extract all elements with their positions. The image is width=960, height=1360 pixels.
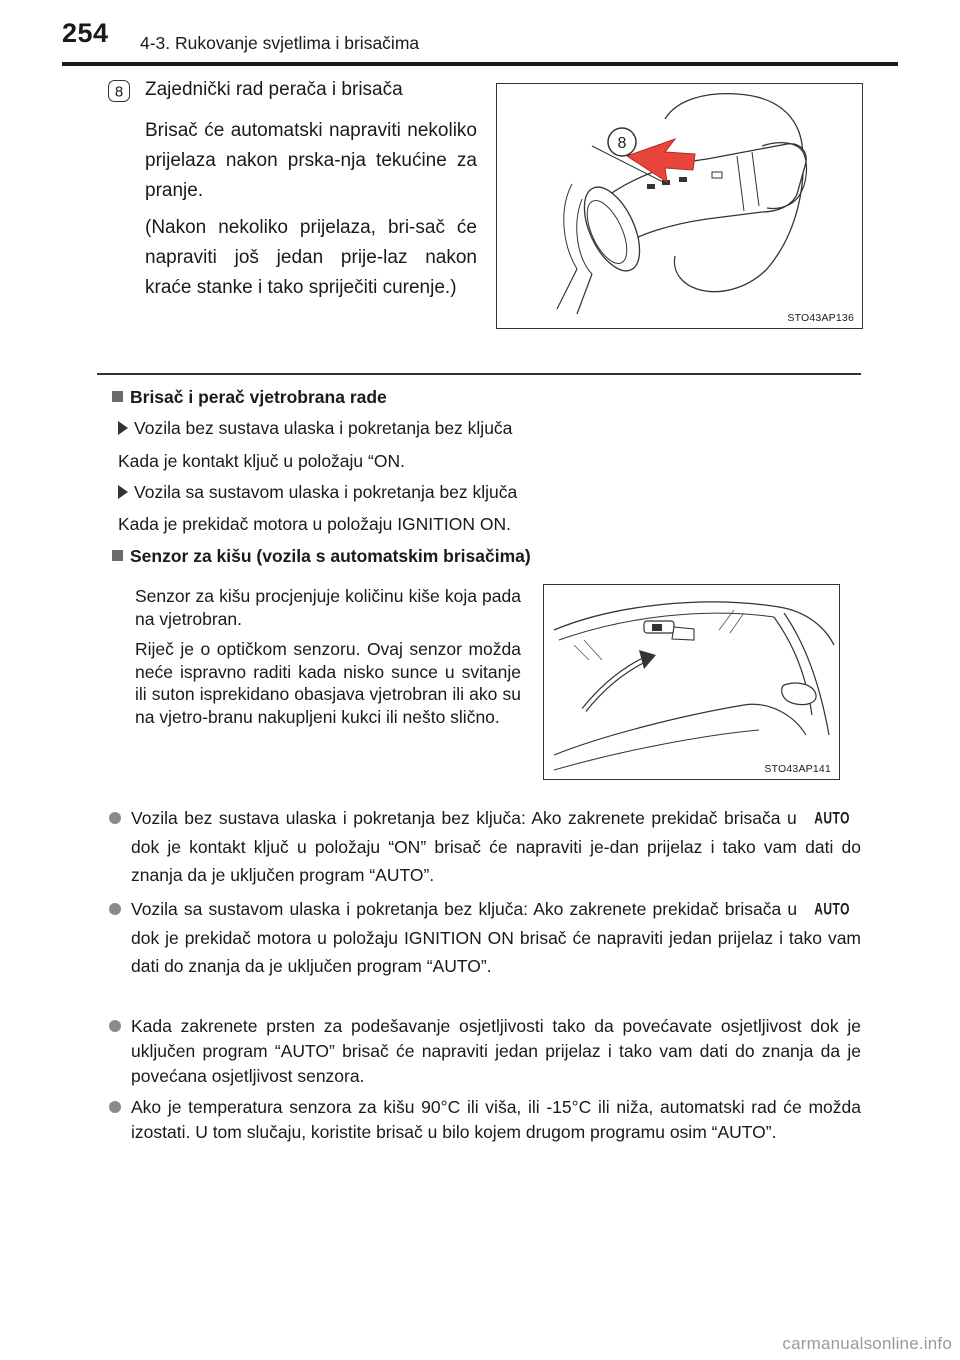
case-1-heading <box>118 418 512 439</box>
wiper-lever-illustration <box>497 84 862 328</box>
bullet-sensitivity-ring: Kada zakrenete prsten za podešavanje osjetljivosti tako da povećavate osjetljivost dok je uključen program “AUTO” brisač će napraviti jedan prijelaz i tako vam dati do znanja da je povećana osjetljivost senzora. <box>131 1014 861 1089</box>
bullet-keyless-present: Vozila sa sustavom ulaska i pokretanja bez ključa: Ako zakrenete prekidač brisača u AUTO dok je prekidač motora u položaju IGNITION ON brisač će napraviti jedan prijelaz i tako vam dati do znanja da je uključen program “AUTO”. <box>131 895 861 981</box>
bullet-keyless-absent: Vozila bez sustava ulaska i pokretanja bez ključa: Ako zakrenete prekidač brisača u AUTO dok je kontakt ključ u položaju “ON” brisač će napraviti je-dan prijelaz i tako vam dati do znanja da je uključen program “AUTO”. <box>131 804 861 890</box>
figure-callout-number: 8 <box>617 135 627 152</box>
auto-mode-icon: AUTO <box>814 899 850 919</box>
triangle-bullet-icon <box>118 485 128 499</box>
section-1-title: Brisač i perač vjetrobrana rade <box>130 387 387 407</box>
figure-2-caption: STO43AP141 <box>764 763 831 775</box>
windshield-illustration <box>544 585 839 779</box>
step-8-body <box>145 116 477 310</box>
case-1-text: Kada je kontakt ključ u položaju “ON. <box>118 451 405 471</box>
section-rule <box>97 373 861 375</box>
section-2-title: Senzor za kišu (vozila s automatskim brisačima) <box>130 546 531 566</box>
watermark: carmanualsonline.info <box>782 1334 952 1353</box>
wiper-lever-figure <box>496 83 863 329</box>
step-8-badge-number: 8 <box>114 83 124 101</box>
round-bullet-icon <box>109 1101 121 1113</box>
square-bullet-icon <box>112 550 123 561</box>
page-number: 254 <box>62 18 109 48</box>
step-8-paragraph-2: (Nakon nekoliko prijelaza, bri-sač će napraviti još jedan prije-laz nakon kraće stanke i tako spriječiti curenje.) <box>145 217 477 298</box>
windshield-sensor-figure <box>543 584 840 780</box>
section-1-heading <box>112 387 387 408</box>
step-8-badge-icon <box>108 80 130 102</box>
running-head: 4-3. Rukovanje svjetlima i brisačima <box>140 33 420 53</box>
case-2-text: Kada je prekidač motora u položaju IGNITION ON. <box>118 514 511 534</box>
header-rule <box>62 62 898 66</box>
round-bullet-icon <box>109 812 121 824</box>
round-bullet-icon <box>109 903 121 915</box>
triangle-bullet-icon <box>118 421 128 435</box>
square-bullet-icon <box>112 391 123 402</box>
figure-1-caption: STO43AP136 <box>787 312 854 324</box>
bullet-rain-sensor-intro <box>135 585 521 736</box>
step-8-title: Zajednički rad perača i brisača <box>145 79 403 100</box>
bullet-temperature: Ako je temperatura senzora za kišu 90°C ili viša, ili -15°C ili niža, automatski rad će možda izostati. U tom slučaju, koristite brisač u bilo kojem drugom programu osim “AUTO”. <box>131 1095 861 1145</box>
case-1-title: Vozila bez sustava ulaska i pokretanja bez ključa <box>134 418 513 438</box>
case-2-heading <box>118 482 517 503</box>
case-2-title: Vozila sa sustavom ulaska i pokretanja bez ključa <box>134 482 518 502</box>
auto-mode-icon: AUTO <box>814 808 850 828</box>
round-bullet-icon <box>109 1020 121 1032</box>
section-2-heading <box>112 546 531 567</box>
rain-sensor-paragraph-2: Riječ je o optičkom senzoru. Ovaj senzor možda neće ispravno raditi kada nisko sunce u svitanje ili suton isprekidano obasjava vjetrobran ili ako su na vjetro-branu nakupljeni kukci ili nešto slično. <box>135 639 521 727</box>
rain-sensor-paragraph-1: Senzor za kišu procjenjuje količinu kiše koja pada na vjetrobran. <box>135 586 521 629</box>
step-8-paragraph-1: Brisač će automatski napraviti nekoliko prijelaza nakon prska-nja tekućine za pranje. <box>145 120 477 201</box>
